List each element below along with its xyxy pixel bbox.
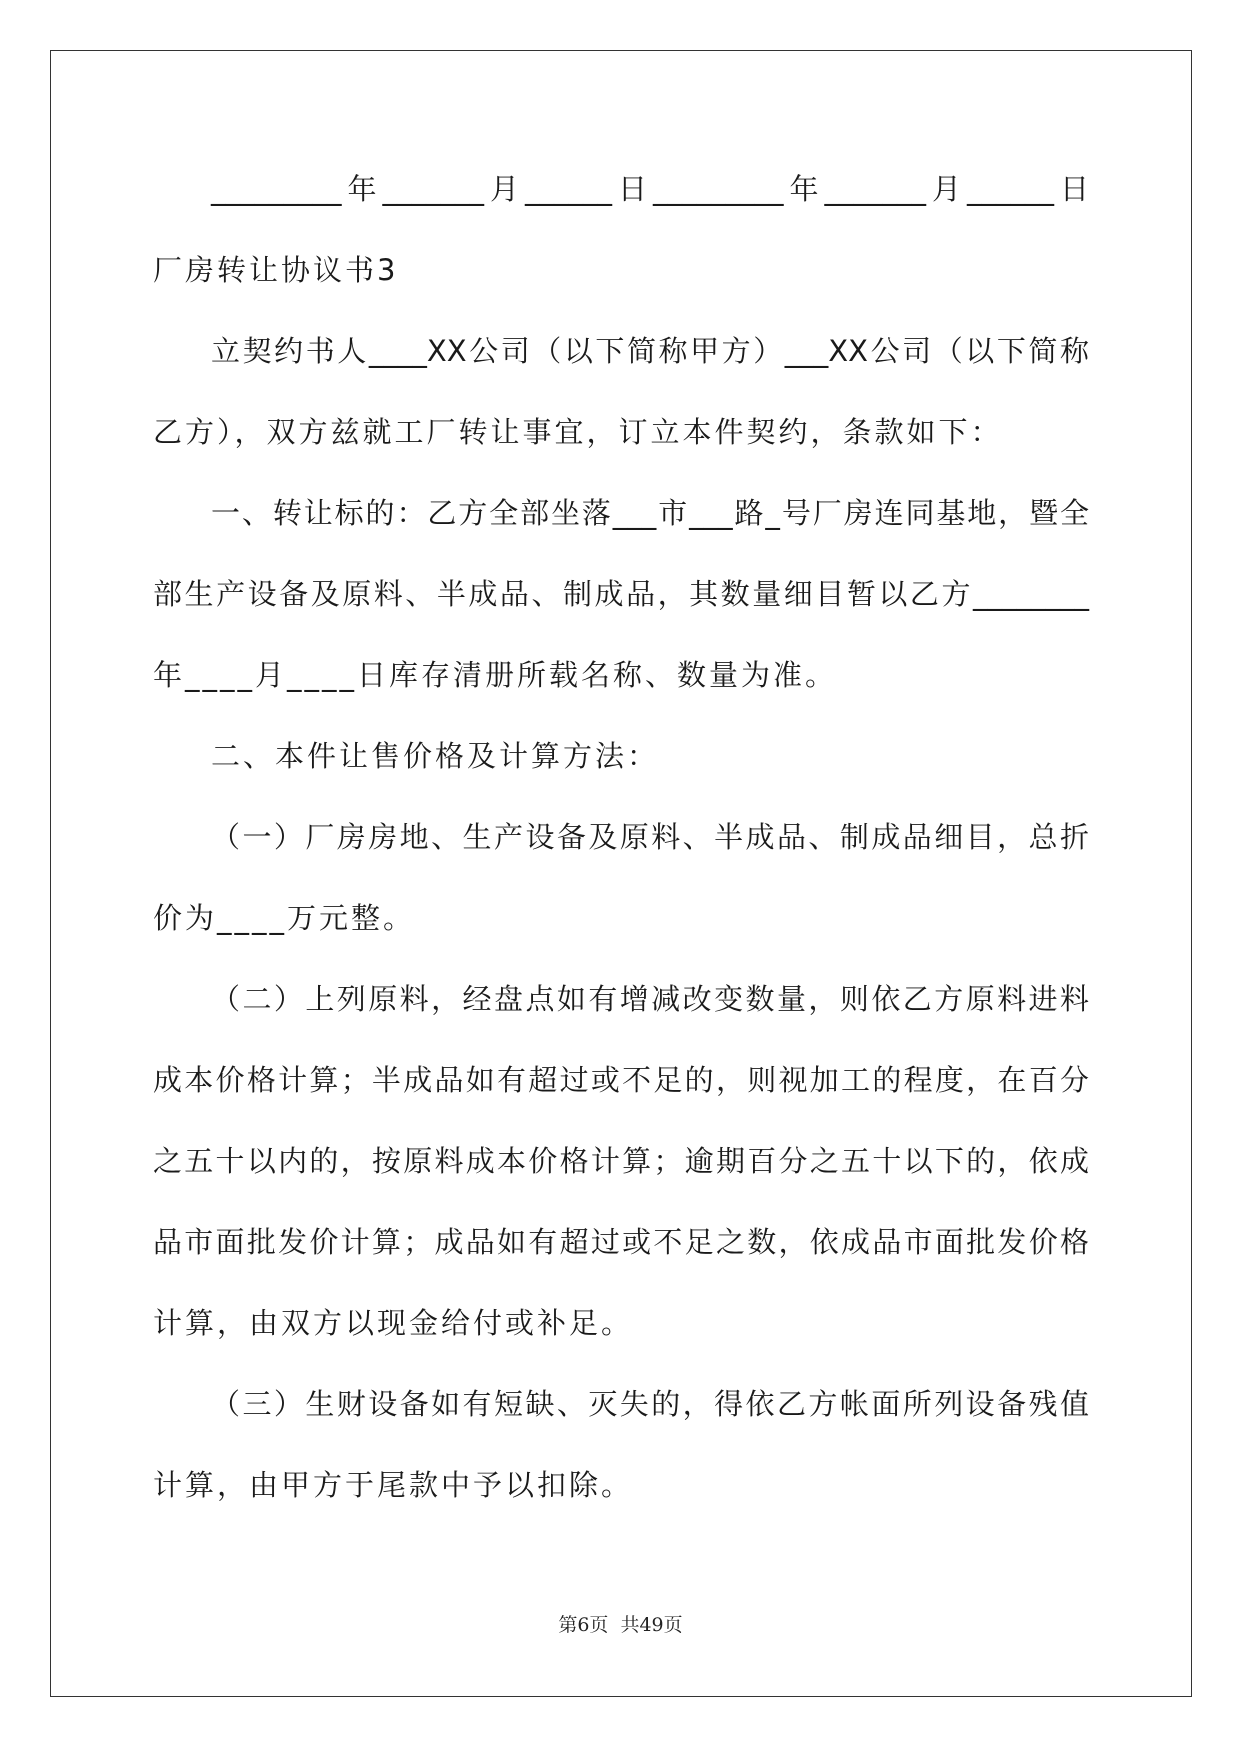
total-pages: 共49页 [620,1614,683,1636]
paragraph-line: 成本价格计算；半成品如有超过或不足的，则视加工的程度，在百分 [153,1063,1089,1097]
page-number: 第6页 [558,1614,609,1636]
paragraph-line: 计算，由甲方于尾款中予以扣除。 [153,1468,634,1502]
paragraph-line: 一、转让标的：乙方全部坐落___市___路_号厂房连同基地，暨全 [211,496,1089,530]
paragraph-line: （三）生财设备如有短缺、灭失的，得依乙方帐面所列设备残值 [211,1387,1089,1421]
document-body [153,168,1089,1545]
paragraph-line: 乙方），双方兹就工厂转让事宜，订立本件契约，条款如下： [153,415,1003,449]
paragraph-line: 品市面批发价计算；成品如有超过或不足之数，依成品市面批发价格 [153,1225,1089,1259]
date-blank-line: _________年_______月______日_________年_______月______日 [211,172,1089,206]
paragraph-line: 立契约书人____XX公司（以下简称甲方）___XX公司（以下简称 [211,334,1089,368]
paragraph-line: 年____月____日库存清册所载名称、数量为准。 [153,658,838,692]
page-footer [0,1610,1241,1637]
paragraph-line: 二、本件让售价格及计算方法： [211,739,660,773]
paragraph-line: （一）厂房房地、生产设备及原料、半成品、制成品细目，总折 [211,820,1089,854]
section-title: 厂房转让协议书3 [153,253,399,287]
paragraph-line: 价为____万元整。 [153,901,416,935]
paragraph-line: 之五十以内的，按原料成本价格计算；逾期百分之五十以下的，依成 [153,1144,1089,1178]
paragraph-line: 部生产设备及原料、半成品、制成品，其数量细目暂以乙方________ [153,577,1089,611]
paragraph-line: （二）上列原料，经盘点如有增减改变数量，则依乙方原料进料 [211,982,1089,1016]
paragraph-line: 计算，由双方以现金给付或补足。 [153,1306,634,1340]
